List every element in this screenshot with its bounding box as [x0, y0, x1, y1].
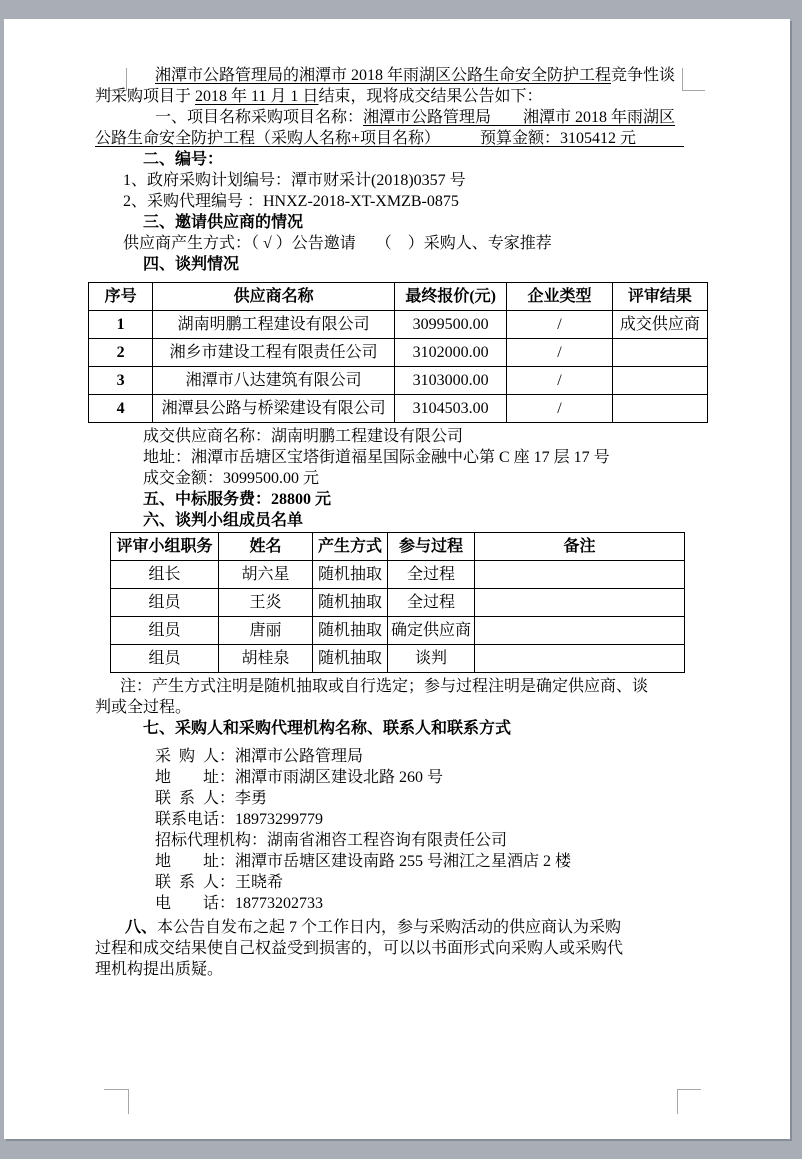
document-page: [4, 19, 790, 1139]
table-row: 组员 胡桂泉 随机抽取 谈判: [111, 645, 685, 673]
col-header-type: 企业类型: [507, 283, 612, 311]
col-header-name: 姓名: [219, 533, 313, 561]
section-8-line-3: 理机构提出质疑。: [95, 961, 224, 978]
note-line-2: 判或全过程。: [95, 699, 192, 716]
underlined-project-name: 湘潭市公路管理局 湘潭市 2018 年雨湖区: [363, 109, 676, 126]
col-header-supplier: 供应商名称: [153, 283, 395, 311]
panel-members-table: [110, 532, 685, 673]
crop-mark-bottom-right-icon: [677, 1089, 701, 1114]
col-header-result: 评审结果: [612, 283, 707, 311]
col-header-process: 参与过程: [388, 533, 475, 561]
agency-name-line: 招标代理机构：湖南省湘咨工程咨询有限责任公司: [155, 832, 508, 849]
purchaser-line: 采购人：湘潭市公路管理局: [155, 748, 364, 765]
col-header-seq: 序号: [89, 283, 153, 311]
note-line-1: 注：产生方式注明是随机抽取或自行选定；参与过程注明是确定供应商、谈: [120, 678, 649, 695]
col-header-role: 评审小组职务: [111, 533, 219, 561]
crop-mark-bottom-left-icon: [104, 1089, 129, 1114]
section-7-heading: 七、采购人和采购代理机构名称、联系人和联系方式: [143, 720, 512, 737]
section-3-heading: 三、邀请供应商的情况: [143, 214, 304, 231]
intro-paragraph-line-1: 湘潭市公路管理局的湘潭市 2018 年雨湖区公路生命安全防护工程竞争性谈: [155, 67, 676, 84]
purchaser-phone-line: 联系电话：18973299779: [155, 811, 324, 828]
section-8-line-2: 过程和成交结果使自己权益受到损害的，可以以书面形式向采购人或采购代: [95, 940, 624, 957]
panel-table-header-row: [111, 533, 685, 561]
winner-address-line: 地址：湘潭市岳塘区宝塔街道福星国际金融中心第 C 座 17 层 17 号: [143, 449, 610, 466]
section-8-line-1: 八、本公告自发布之起 7 个工作日内，参与采购活动的供应商认为采购: [125, 919, 622, 936]
section-6-heading: 六、谈判小组成员名单: [143, 512, 304, 529]
section-2-heading: 二、编号：: [143, 151, 224, 168]
agency-number-line: 2、采购代理编号 ：HNXZ-2018-XT-XMZB-0875: [123, 193, 459, 210]
underlined-end-date: 2018 年 11 月 1 日: [195, 88, 319, 105]
intro-paragraph-line-2: 判采购项目于 2018 年 11 月 1 日结束，现将成交结果公告如下：: [95, 88, 543, 105]
section-1-line-2: [95, 128, 711, 149]
supplier-invite-line: 供应商产生方式：（ √ ）公告邀请 （ ）采购人、专家推荐: [123, 235, 552, 252]
section-8-paragraph: [95, 917, 711, 980]
underlined-budget: 公路生命安全防护工程（采购人名称+项目名称） 预算金额：3105412 元: [95, 130, 685, 147]
table-row: 组长 胡六星 随机抽取 全过程: [111, 561, 685, 589]
purchaser-contact-line: 联系人：李勇: [155, 790, 268, 807]
plan-number-line: 1、政府采购计划编号：潭市财采计(2018)0357 号: [123, 172, 466, 189]
purchaser-address-line: 地址：湘潭市雨湖区建设北路 260 号: [155, 769, 444, 786]
underlined-project-title: 湘潭市公路管理局的湘潭市 2018 年雨湖区公路生命安全防护工程: [155, 67, 612, 84]
section-5-heading: 五、中标服务费：28800 元: [143, 491, 332, 508]
table-row: 3 湘潭市八达建筑有限公司 3103000.00 /: [89, 367, 708, 395]
agency-phone-line: 电话：18773202733: [155, 895, 324, 912]
col-header-price: 最终报价(元): [394, 283, 506, 311]
winner-name-line: 成交供应商名称：湖南明鹏工程建设有限公司: [143, 428, 464, 445]
contact-info-block: [95, 746, 711, 914]
negotiation-table-header-row: [89, 283, 708, 311]
section-8-number: 八、: [125, 919, 158, 936]
table-row: 4 湘潭县公路与桥梁建设有限公司 3104503.00 /: [89, 395, 708, 423]
col-header-remark: 备注: [475, 533, 685, 561]
winner-amount-line: 成交金额：3099500.00 元: [143, 470, 320, 487]
document-body: [95, 65, 711, 980]
table-row: 组员 唐丽 随机抽取 确定供应商: [111, 617, 685, 645]
agency-contact-line: 联系人：王晓希: [155, 874, 284, 891]
agency-address-line: 地址：湘潭市岳塘区建设南路 255 号湘江之星酒店 2 楼: [155, 853, 572, 870]
table-row: 2 湘乡市建设工程有限责任公司 3102000.00 /: [89, 339, 708, 367]
section-4-heading: 四、谈判情况: [143, 256, 240, 273]
col-header-method: 产生方式: [313, 533, 388, 561]
table-row: 1 湖南明鹏工程建设有限公司 3099500.00 / 成交供应商: [89, 311, 708, 339]
section-1-line-1: 一、项目名称采购项目名称：湘潭市公路管理局 湘潭市 2018 年雨湖区: [155, 109, 676, 126]
table-row: 组员 王炎 随机抽取 全过程: [111, 589, 685, 617]
negotiation-table: [88, 282, 708, 423]
